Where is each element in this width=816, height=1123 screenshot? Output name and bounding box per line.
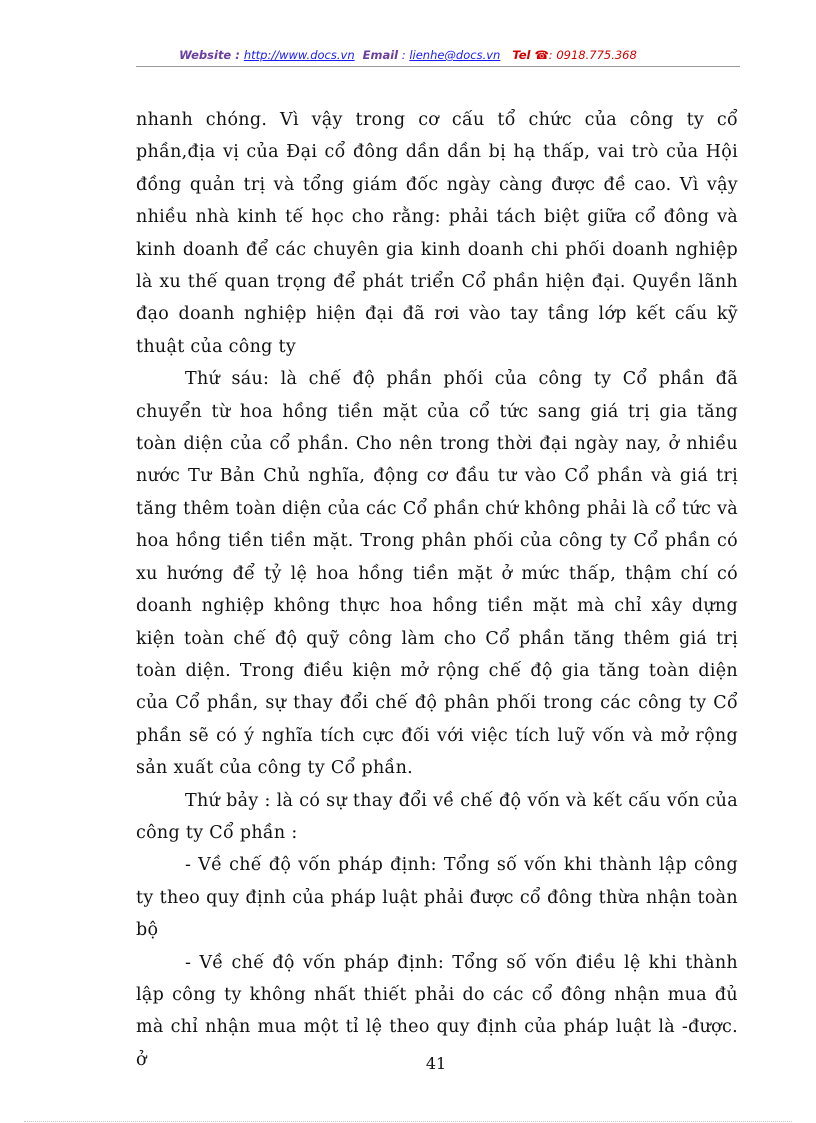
website-link[interactable]: http://www.docs.vn — [243, 48, 355, 62]
paragraph: nhanh chóng. Vì vậy trong cơ cấu tổ chức của công ty cổ phần,địa vị của Đại cổ đông dần dần bị hạ thấp, vai trò của Hội đồng quản trị và tổng giám đốc ngày càng được đề cao. Vì vậy nhiều nhà kinh tế học cho rằng: phải tách biệt giữa cổ đông và kinh doanh để các chuyên gia kinh doanh chi phối doanh nghiệp là xu thế quan trọng để phát triển Cổ phần hiện đại. Quyền lãnh đạo doanh nghiệp hiện đại đã rơi vào tay tầng lớp kết cấu kỹ thuật của công ty — [136, 110, 738, 357]
tel-label: Tel — [512, 48, 535, 62]
phone-icon: ☎ — [534, 48, 549, 62]
email-label: Email — [362, 48, 399, 62]
phone-number: : 0918.775.368 — [548, 48, 637, 62]
website-label: Website : — [179, 48, 244, 62]
header-divider — [136, 66, 740, 67]
email-separator: : — [398, 48, 410, 62]
paragraph: Thứ sáu: là chế độ phần phối của công ty Cổ phần đã chuyển từ hoa hồng tiền mặt của cổ tức sang giá trị gia tăng toàn diện của cổ phần. Cho nên trong thời đại ngày nay, ở nhiều nước Tư Bản Chủ nghĩa, động cơ đầu tư vào Cổ phần và giá trị tăng thêm toàn diện của các Cổ phần chứ không phải là cổ tức và hoa hồng tiền tiền mặt. Trong phân phối của công ty Cổ phần có xu hướng để tỷ lệ hoa hồng tiền mặt ở mức thấp, thậm chí có doanh nghiệp không thực hoa hồng tiền mặt mà chỉ xây dựng kiện toàn chế độ quỹ công làm cho Cổ phần tăng thêm giá trị toàn diện. Trong điều kiện mở rộng chế độ gia tăng toàn diện của Cổ phần, sự thay đổi chế độ phân phối trong các công ty Cổ phần sẽ có ý nghĩa tích cực đối với việc tích luỹ vốn và mở rộng sản xuất của công ty Cổ phần. — [136, 369, 738, 779]
document-body — [136, 104, 738, 1076]
paragraph: Thứ bảy : là có sự thay đổi về chế độ vốn và kết cấu vốn của công ty Cổ phần : — [136, 790, 738, 843]
paragraph: - Về chế độ vốn pháp định: Tổng số vốn điều lệ khi thành lập công ty không nhất thiết phải do các cổ đông nhận mua đủ mà chỉ nhận mua một tỉ lệ theo quy định của pháp luật là -được. ở — [136, 952, 738, 1070]
email-link[interactable]: lienhe@docs.vn — [409, 48, 501, 62]
paragraph: - Về chế độ vốn pháp định: Tổng số vốn khi thành lập công ty theo quy định của pháp luật phải được cổ đông thừa nhận toàn bộ — [136, 855, 738, 941]
footer-divider — [24, 1121, 792, 1122]
page-header — [0, 47, 816, 63]
page-number: 41 — [425, 1054, 447, 1073]
